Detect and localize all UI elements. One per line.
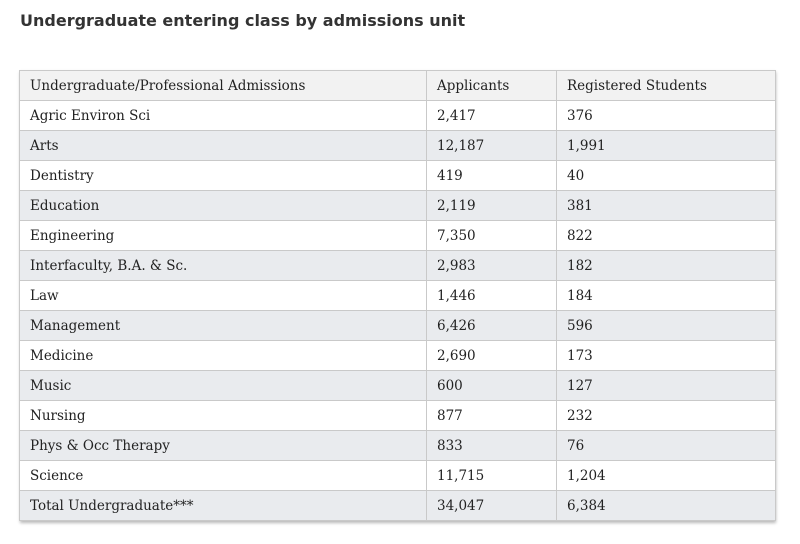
applicants-cell: 2,119 xyxy=(427,191,557,221)
admissions-unit-cell: Total Undergraduate*** xyxy=(20,491,427,521)
table-row xyxy=(20,281,776,311)
registered-students-cell: 6,384 xyxy=(557,491,776,521)
applicants-cell: 2,690 xyxy=(427,341,557,371)
admissions-unit-cell: Arts xyxy=(20,131,427,161)
registered-students-cell: 1,991 xyxy=(557,131,776,161)
registered-students-cell: 822 xyxy=(557,221,776,251)
table-row xyxy=(20,191,776,221)
table-row xyxy=(20,101,776,131)
column-header-admissions-unit: Undergraduate/Professional Admissions xyxy=(20,71,427,101)
registered-students-cell: 182 xyxy=(557,251,776,281)
registered-students-cell: 76 xyxy=(557,431,776,461)
column-header-registered-students: Registered Students xyxy=(557,71,776,101)
applicants-cell: 11,715 xyxy=(427,461,557,491)
table-row xyxy=(20,251,776,281)
registered-students-cell: 232 xyxy=(557,401,776,431)
admissions-unit-cell: Management xyxy=(20,311,427,341)
admissions-unit-cell: Law xyxy=(20,281,427,311)
admissions-table xyxy=(19,70,776,521)
applicants-cell: 34,047 xyxy=(427,491,557,521)
applicants-cell: 2,983 xyxy=(427,251,557,281)
applicants-cell: 600 xyxy=(427,371,557,401)
admissions-unit-cell: Education xyxy=(20,191,427,221)
applicants-cell: 833 xyxy=(427,431,557,461)
table-header-row xyxy=(20,71,776,101)
admissions-unit-cell: Dentistry xyxy=(20,161,427,191)
admissions-unit-cell: Music xyxy=(20,371,427,401)
registered-students-cell: 40 xyxy=(557,161,776,191)
table-row xyxy=(20,401,776,431)
table-row xyxy=(20,131,776,161)
admissions-unit-cell: Science xyxy=(20,461,427,491)
applicants-cell: 877 xyxy=(427,401,557,431)
applicants-cell: 7,350 xyxy=(427,221,557,251)
applicants-cell: 6,426 xyxy=(427,311,557,341)
registered-students-cell: 376 xyxy=(557,101,776,131)
table-row xyxy=(20,461,776,491)
admissions-unit-cell: Phys & Occ Therapy xyxy=(20,431,427,461)
admissions-unit-cell: Agric Environ Sci xyxy=(20,101,427,131)
registered-students-cell: 381 xyxy=(557,191,776,221)
page-title: Undergraduate entering class by admissions unit xyxy=(20,11,466,30)
applicants-cell: 1,446 xyxy=(427,281,557,311)
applicants-cell: 2,417 xyxy=(427,101,557,131)
admissions-unit-cell: Nursing xyxy=(20,401,427,431)
registered-students-cell: 184 xyxy=(557,281,776,311)
admissions-unit-cell: Medicine xyxy=(20,341,427,371)
table-row xyxy=(20,371,776,401)
admissions-table-container xyxy=(19,70,775,521)
table-row xyxy=(20,431,776,461)
table-row xyxy=(20,341,776,371)
admissions-unit-cell: Interfaculty, B.A. & Sc. xyxy=(20,251,427,281)
registered-students-cell: 173 xyxy=(557,341,776,371)
registered-students-cell: 596 xyxy=(557,311,776,341)
table-row xyxy=(20,311,776,341)
table-row xyxy=(20,161,776,191)
applicants-cell: 12,187 xyxy=(427,131,557,161)
registered-students-cell: 127 xyxy=(557,371,776,401)
table-row xyxy=(20,491,776,521)
admissions-unit-cell: Engineering xyxy=(20,221,427,251)
column-header-applicants: Applicants xyxy=(427,71,557,101)
table-row xyxy=(20,221,776,251)
applicants-cell: 419 xyxy=(427,161,557,191)
registered-students-cell: 1,204 xyxy=(557,461,776,491)
